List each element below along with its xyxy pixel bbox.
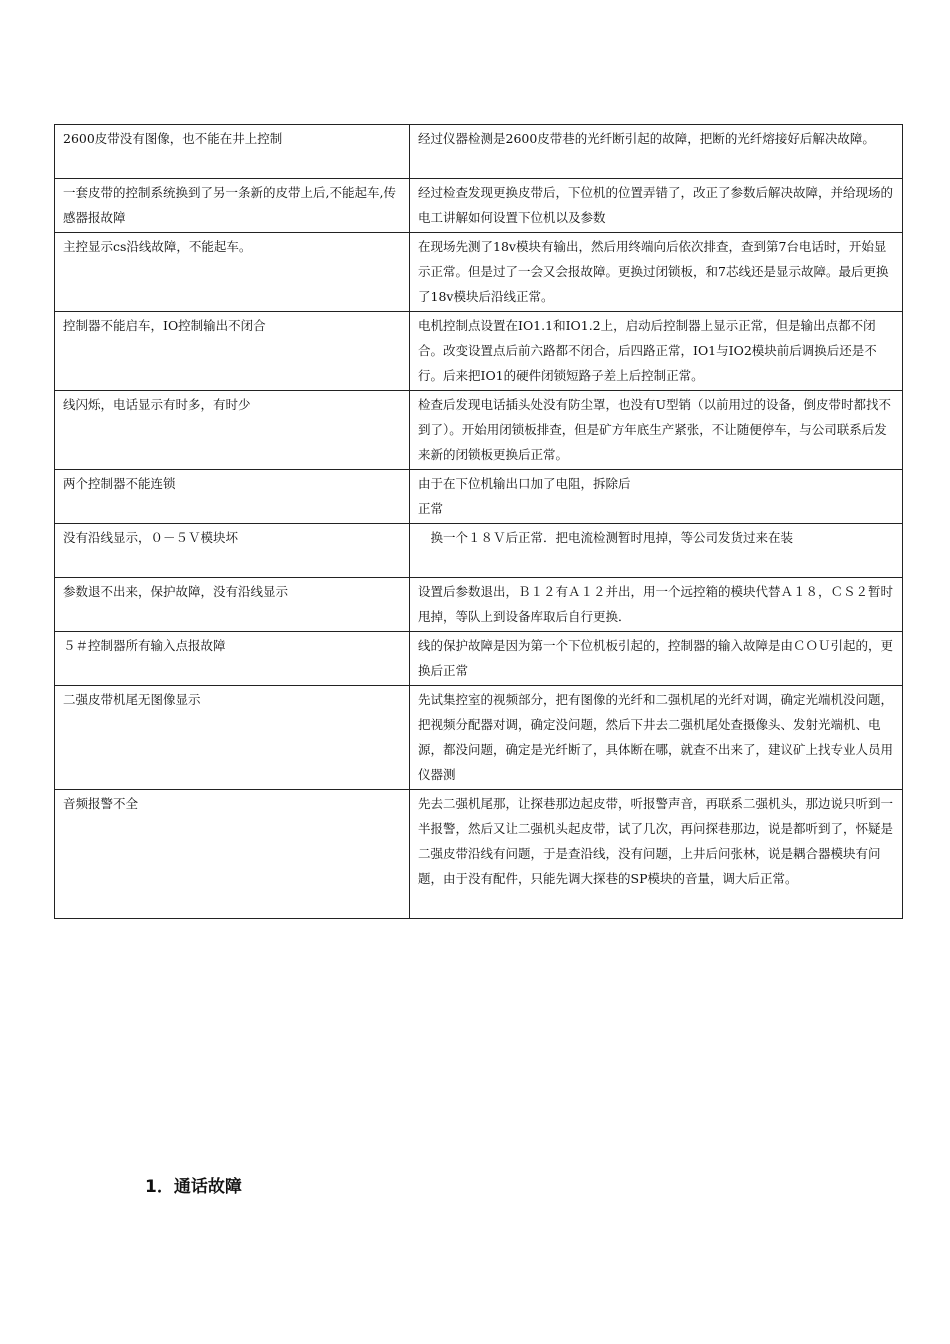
table-row — [55, 686, 903, 790]
problem-text: 没有沿线显示，０－５Ｖ模块坏 — [63, 530, 239, 545]
problem-cell — [55, 578, 410, 632]
solution-cell — [410, 524, 903, 578]
solution-cell — [410, 125, 903, 179]
solution-text: 电机控制点设置在IO1.1和IO1.2上，启动后控制器上显示正常，但是输出点都不闭合。改变设置点后前六路都不闭合，后四路正常，IO1与IO2模块前后调换后还是不行。后来把IO1的硬件闭锁短路子差上后控制正常。 — [418, 318, 877, 383]
solution-cell — [410, 233, 903, 312]
problem-cell — [55, 312, 410, 391]
problem-cell — [55, 524, 410, 578]
table-row — [55, 125, 903, 179]
problem-cell — [55, 470, 410, 524]
problem-text: 一套皮带的控制系统换到了另一条新的皮带上后,不能起车,传感器报故障 — [63, 185, 396, 225]
problem-text: 音频报警不全 — [63, 796, 139, 811]
problem-cell — [55, 632, 410, 686]
solution-text: 在现场先测了18v模块有输出，然后用终端向后依次排查，查到第7台电话时，开始显示正常。但是过了一会又会报故障。更换过闭锁板，和7芯线还是显示故障。最后更换了18v模块后沿线正常。 — [418, 239, 889, 304]
problem-cell — [55, 686, 410, 790]
problem-text: 两个控制器不能连锁 — [63, 476, 176, 491]
problem-text: 2600皮带没有图像，也不能在井上控制 — [63, 131, 283, 146]
table-row — [55, 790, 903, 919]
fault-log-body — [55, 125, 903, 919]
problem-text: ５＃控制器所有输入点报故障 — [63, 638, 226, 653]
section-heading: 1．通话故障 — [145, 1177, 242, 1197]
solution-cell — [410, 632, 903, 686]
table-row — [55, 578, 903, 632]
problem-text: 线闪烁，电话显示有时多，有时少 — [63, 397, 251, 412]
problem-text: 主控显示cs沿线故障，不能起车。 — [63, 239, 252, 254]
solution-cell — [410, 391, 903, 470]
solution-cell — [410, 578, 903, 632]
problem-text: 二强皮带机尾无图像显示 — [63, 692, 201, 707]
table-row — [55, 470, 903, 524]
problem-text: 参数退不出来，保护故障，没有沿线显示 — [63, 584, 289, 599]
table-row — [55, 312, 903, 391]
table-row — [55, 179, 903, 233]
problem-cell — [55, 391, 410, 470]
solution-cell — [410, 686, 903, 790]
problem-cell — [55, 179, 410, 233]
problem-text: 控制器不能启车，IO控制输出不闭合 — [63, 318, 266, 333]
solution-cell — [410, 470, 903, 524]
solution-text: 线的保护故障是因为第一个下位机板引起的，控制器的输入故障是由ＣＯＵ引起的，更换后正常 — [418, 638, 894, 678]
solution-text: 经过仪器检测是2600皮带巷的光纤断引起的故障，把断的光纤熔接好后解决故障。 — [418, 131, 875, 146]
problem-cell — [55, 790, 410, 919]
table-row — [55, 632, 903, 686]
problem-cell — [55, 233, 410, 312]
table-row — [55, 391, 903, 470]
solution-cell — [410, 312, 903, 391]
table-row — [55, 524, 903, 578]
solution-text: 检查后发现电话插头处没有防尘罩，也没有U型销（以前用过的设备，倒皮带时都找不到了）。开始用闭锁板排查，但是矿方年底生产紧张，不让随便停车，与公司联系后发来新的闭锁板更换后正常。 — [418, 397, 892, 462]
solution-cell — [410, 790, 903, 919]
solution-text: 经过检查发现更换皮带后，下位机的位置弄错了，改正了参数后解决故障，并给现场的电工讲解如何设置下位机以及参数 — [418, 185, 894, 225]
solution-text: 先去二强机尾那，让探巷那边起皮带，听报警声音，再联系二强机头，那边说只听到一半报警，然后又让二强机头起皮带，试了几次，再问探巷那边，说是都听到了，怀疑是二强皮带沿线有问题，于是查沿线，没有问题，上井后问张林，说是耦合器模块有问题，由于没有配件，只能先调大探巷的SP模块的音量，调大后正常。 — [418, 796, 894, 886]
solution-text: 由于在下位机输出口加了电阻，拆除后 正常 — [418, 476, 631, 516]
problem-cell — [55, 125, 410, 179]
solution-text: 先试集控室的视频部分，把有图像的光纤和二强机尾的光纤对调，确定光端机没问题，把视频分配器对调，确定没问题，然后下井去二强机尾处查摄像头、发射光端机、电源，都没问题，确定是光纤断了，具体断在哪，就查不出来了，建议矿上找专业人员用仪器测 — [418, 692, 894, 782]
solution-cell — [410, 179, 903, 233]
table-row — [55, 233, 903, 312]
solution-text: 设置后参数退出，Ｂ１２有Ａ１２并出，用一个远控箱的模块代替Ａ１８，ＣＳ２暂时甩掉，等队上到设备库取后自行更换． — [418, 584, 894, 624]
fault-log-table — [54, 124, 903, 919]
solution-text: 换一个１８Ｖ后正常．把电流检测暂时甩掉，等公司发货过来在装 — [418, 530, 794, 545]
